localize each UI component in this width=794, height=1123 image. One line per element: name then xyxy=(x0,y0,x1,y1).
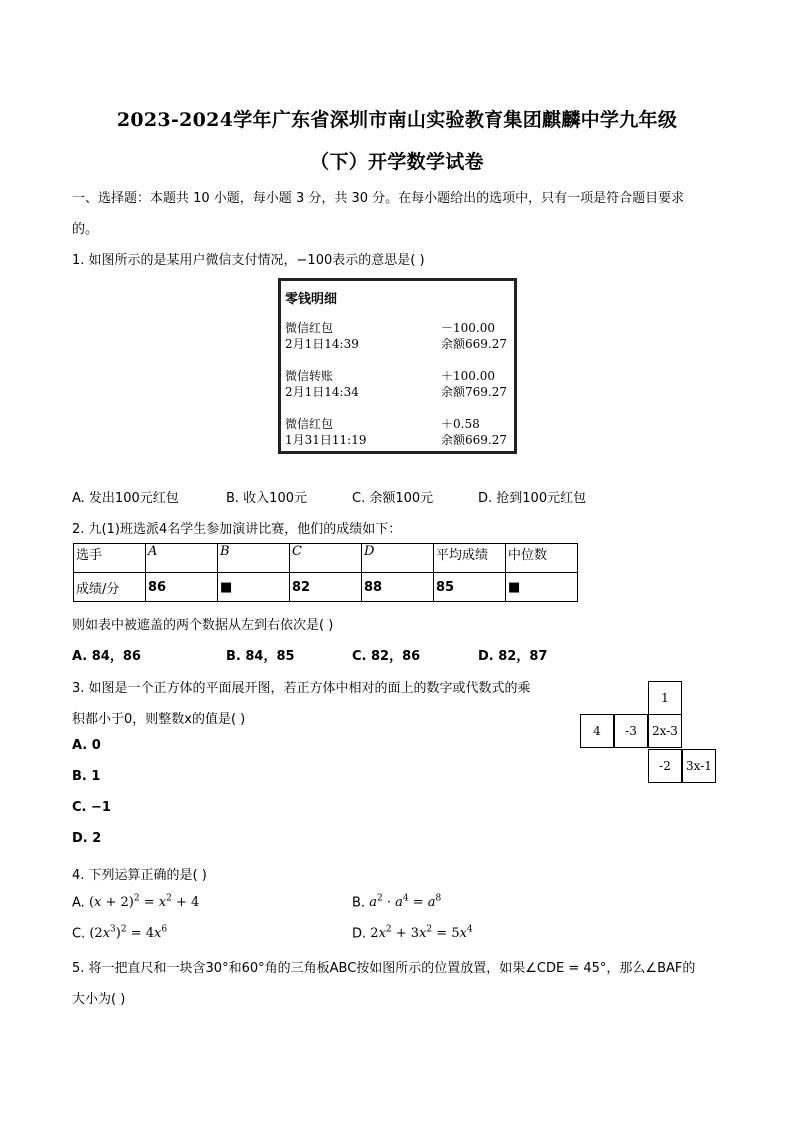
wallet-title: 零钱明细 xyxy=(285,292,338,307)
table-cell: 82 xyxy=(290,573,362,602)
table-cell: 85 xyxy=(434,573,506,602)
option-letter: C. xyxy=(72,926,90,942)
cube-face: 4 xyxy=(580,714,614,748)
question-3-option-d[interactable]: D. 2 xyxy=(72,831,102,846)
cube-face: 2x-3 xyxy=(648,714,682,748)
option-letter: B. xyxy=(352,895,370,911)
question-4-option-d[interactable] xyxy=(352,925,473,941)
table-header-cell: 选手 xyxy=(74,544,146,573)
table-header-cell: C xyxy=(290,544,362,573)
option-letter: A. xyxy=(72,895,89,911)
question-2-follow-up: 则如表中被遮盖的两个数据从左到右依次是( ) xyxy=(72,618,334,633)
question-2-option-c[interactable]: C. 82，86 xyxy=(352,649,421,664)
exam-title-line2: （下）开学数学试卷 xyxy=(310,151,484,173)
question-4-stem: 4. 下列运算正确的是( ) xyxy=(72,868,207,883)
question-1-option-a[interactable]: A. 发出100元红包 xyxy=(72,491,179,506)
section-heading-continued: 的。 xyxy=(72,222,99,237)
cube-face: 3x-1 xyxy=(682,749,716,783)
table-cell: 86 xyxy=(146,573,218,602)
hidden-score-cell: ■ xyxy=(218,573,290,602)
score-table xyxy=(73,543,578,602)
section-heading: 一、选择题：本题共 10 小题，每小题 3 分，共 30 分。在每小题给出的选项中，只有一项是符合题目要求 xyxy=(72,191,685,206)
question-2-option-d[interactable]: D. 82，87 xyxy=(478,649,548,664)
formula: $a^2 \cdot a^4 = a^8$ xyxy=(369,894,442,911)
wallet-entry-amount: －100.00 xyxy=(441,321,495,335)
question-2-option-b[interactable]: B. 84，85 xyxy=(226,649,295,664)
question-3-option-c[interactable]: C. −1 xyxy=(72,800,111,815)
wallet-entry-time: 2月1日14:39 xyxy=(285,337,359,351)
question-2-option-a[interactable]: A. 84，86 xyxy=(72,649,141,664)
question-5-stem-continued: 大小为( ) xyxy=(72,992,126,1007)
cube-face: -2 xyxy=(648,749,682,783)
question-3-option-b[interactable]: B. 1 xyxy=(72,769,101,784)
wallet-entry-name: 微信红包 xyxy=(285,417,334,431)
question-2-stem: 2. 九(1)班选派4名学生参加演讲比赛，他们的成绩如下： xyxy=(72,522,402,537)
question-5-stem: 5. 将一把直尺和一块含30°和60°角的三角板ABC按如图所示的位置放置，如果∠CDE = 45°，那么∠BAF的 xyxy=(72,961,696,976)
table-header-cell: D xyxy=(362,544,434,573)
formula: $(x + 2)^2 = x^2 + 4$ xyxy=(88,894,200,911)
question-3-option-a[interactable]: A. 0 xyxy=(72,738,101,753)
wallet-entry-time: 1月31日11:19 xyxy=(285,433,367,447)
question-4-option-c[interactable] xyxy=(72,925,167,941)
formula: $(2x^3)^2 = 4x^6$ xyxy=(89,925,168,942)
table-header-cell: A xyxy=(146,544,218,573)
exam-title-line1: 2023-2024学年广东省深圳市南山实验教育集团麒麟中学九年级 xyxy=(116,109,678,131)
wallet-entry-name: 微信转账 xyxy=(285,369,334,383)
wallet-entry-balance: 余额669.27 xyxy=(441,433,507,447)
wallet-entry-name: 微信红包 xyxy=(285,321,334,335)
wallet-entry-time: 2月1日14:34 xyxy=(285,385,359,399)
hidden-median-cell: ■ xyxy=(506,573,578,602)
question-1-option-d[interactable]: D. 抢到100元红包 xyxy=(478,491,587,506)
table-cell: 成绩/分 xyxy=(74,573,146,602)
question-1-stem: 1. 如图所示的是某用户微信支付情况，−100表示的意思是( ) xyxy=(72,253,425,268)
question-3-stem-continued: 积都小于0，则整数x的值是( ) xyxy=(72,712,246,727)
formula: $2x^2 + 3x^2 = 5x^4$ xyxy=(370,925,473,942)
question-1-option-b[interactable]: B. 收入100元 xyxy=(226,491,307,506)
wallet-entry-amount: ＋0.58 xyxy=(441,417,480,431)
table-header-row xyxy=(74,544,578,573)
table-cell: 88 xyxy=(362,573,434,602)
wallet-entry-balance: 余额669.27 xyxy=(441,337,507,351)
table-header-cell: B xyxy=(218,544,290,573)
table-header-cell: 平均成绩 xyxy=(434,544,506,573)
wallet-entry-amount: ＋100.00 xyxy=(441,369,495,383)
question-4-option-b[interactable] xyxy=(352,894,441,910)
question-4-option-a[interactable] xyxy=(72,894,199,910)
cube-face: -3 xyxy=(614,714,648,748)
question-3-stem: 3. 如图是一个正方体的平面展开图，若正方体中相对的面上的数字或代数式的乘 xyxy=(72,681,531,696)
wallet-entry-balance: 余额769.27 xyxy=(441,385,507,399)
option-letter: D. xyxy=(352,926,371,942)
question-1-option-c[interactable]: C. 余额100元 xyxy=(352,491,434,506)
table-row xyxy=(74,573,578,602)
table-header-cell: 中位数 xyxy=(506,544,578,573)
cube-face: 1 xyxy=(648,681,682,715)
wallet-detail-figure xyxy=(278,278,517,454)
